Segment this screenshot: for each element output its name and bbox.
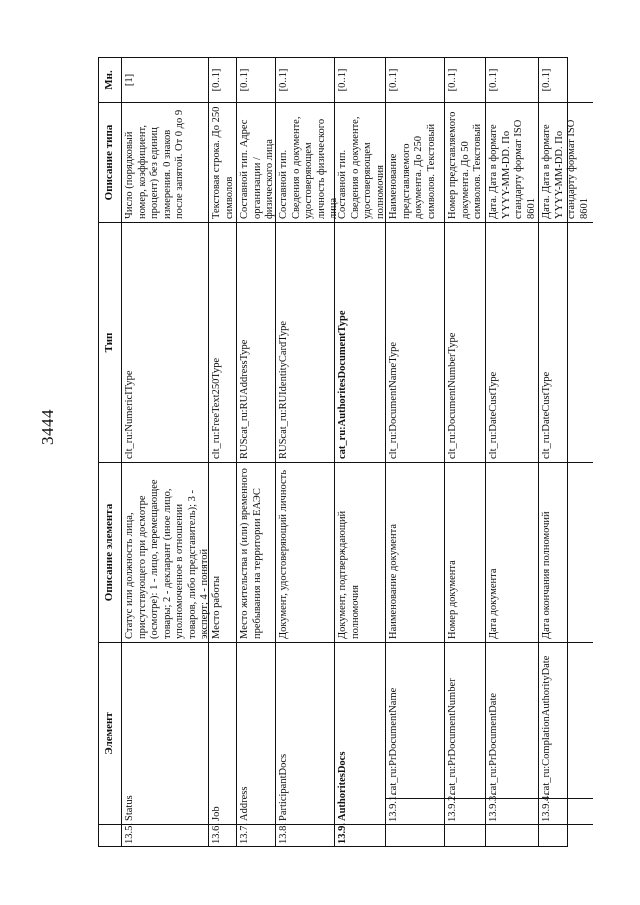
subrow-mn: [0..1] [488, 68, 499, 92]
table-row [335, 58, 386, 846]
subrow-element-desc: Наименование документа [386, 462, 444, 642]
row-element: Job [209, 642, 236, 824]
row-type-desc: Составной тип. Адрес организации / физического лица [237, 102, 275, 222]
row-type: RUScat_ru:RUAddressType [237, 222, 275, 462]
header-element: Элемент [99, 642, 121, 824]
subrow-num: 13.9.3. [486, 798, 538, 824]
row-element: ParticipantDocs [276, 642, 334, 824]
row-mn: [0..1] [239, 68, 250, 92]
row-type-desc: Текстовая строка. До 250 символов [209, 102, 236, 222]
indent-spacer [386, 824, 444, 846]
subrow-mn: [0..1] [388, 68, 399, 92]
subrow-element: cat_ru:PrDocumentName [386, 642, 444, 798]
indent-spacer [486, 824, 538, 846]
table-subrow [445, 58, 486, 846]
subrow-element-desc: Дата документа [486, 462, 538, 642]
subrow-num: 13.9.2. [445, 798, 485, 824]
row-mn: [1] [124, 73, 135, 87]
subrow-type-desc: Дата. Дата в формате YYYY-MM-DD. По стандарту формат ISO 8601 [486, 102, 538, 222]
row-type-desc: Составной тип. Сведения о документе, удостоверяющем личность физического лица [276, 102, 334, 222]
row-element: Address [237, 642, 275, 824]
row-num: 13.6. [209, 824, 236, 846]
row-element: Status [122, 642, 208, 824]
row-num: 13.9. [335, 824, 385, 846]
table-subrow [486, 58, 539, 846]
header-num [99, 824, 121, 846]
row-element: AuthoritesDocs [335, 642, 385, 824]
table-row [276, 58, 339, 846]
subrow-element-desc: Дата окончания полномочий [539, 462, 593, 642]
subrow-type-desc: Номер представляемого документа. До 50 символов. Текстовый [445, 102, 485, 222]
schema-table [98, 57, 590, 847]
row-element-desc: Документ, удостоверяющий личность [276, 462, 334, 642]
table-header [99, 58, 122, 846]
row-type: clt_ru:FreeText250Type [209, 222, 236, 462]
subrow-num: 13.9.1. [386, 798, 444, 824]
subrow-type: clt_ru:DateCustType [486, 222, 538, 462]
table-row [237, 58, 276, 846]
page-number: 3444 [38, 409, 57, 445]
table-row [122, 58, 209, 846]
subrow-type-desc: Дата. Дата в формате YYYY-MM-DD. По стандарту формат ISO 8601 [539, 102, 593, 222]
indent-spacer [445, 824, 485, 846]
subrow-element-desc: Номер документа [445, 462, 485, 642]
subrow-type: clt_ru:DocumentNumberType [445, 222, 485, 462]
row-type-desc: Число (порядковый номер, коэффициент, процент) без единиц измерения. 0 знаков после запятой. От 0 до 9 [122, 102, 208, 222]
subrow-element: cat_ru:ComplationAuthorityDate [539, 642, 593, 798]
subrow-mn: [0..1] [447, 68, 458, 92]
table-subrow [386, 58, 445, 846]
row-num: 13.8. [276, 824, 334, 846]
row-type: clt_ru:NumericIType [122, 222, 208, 462]
subrow-type: clt_ru:DocumentNameType [386, 222, 444, 462]
row-type: RUScat_ru:RUIdentityCardType [276, 222, 334, 462]
subrow-mn: [0..1] [541, 68, 552, 92]
row-mn: [0..1] [211, 68, 222, 92]
header-type: Тип [99, 222, 121, 462]
header-mn: Мн. [103, 70, 115, 90]
subrow-element: cat_ru:PrDocumentNumber [445, 642, 485, 798]
header-type-desc: Описание типа [99, 102, 121, 222]
row-element-desc: Место жительства и (или) временного пребывания на территории ЕАЭС [237, 462, 275, 642]
table-row [209, 58, 237, 846]
subrow-num: 13.9.4. [539, 798, 593, 824]
row-mn: [0..1] [278, 68, 289, 92]
subrow-element: cat_ru:PrDocumentDate [486, 642, 538, 798]
row-element-desc: Статус или должность лица, присутствующего при досмотре (осмотре): 1 - лицо, перемещающее товары; 2 - декларант (иное лицо, уполномоченное в отношении товаров, либо представитель); 3 - эксперт; 4 - понятой [122, 462, 208, 642]
table-subrow [539, 58, 593, 846]
row-element-desc: Место работы [209, 462, 236, 642]
subrow-type-desc: Наименование представляемого документа. До 250 символов. Текстовый [386, 102, 444, 222]
row-mn: [0..1] [337, 68, 348, 92]
row-num: 13.7. [237, 824, 275, 846]
row-element-desc: Документ, подтверждающий полномочия [335, 462, 385, 642]
row-type: cat_ru:AuthoritesDocumentType [335, 222, 385, 462]
row-num: 13.5. [122, 824, 208, 846]
row-type-desc: Составной тип. Сведения о документе, удостоверяющем полномочия [335, 102, 385, 222]
subrow-type: clt_ru:DateCustType [539, 222, 593, 462]
indent-spacer [539, 824, 593, 846]
header-element-desc: Описание элемента [99, 462, 121, 642]
